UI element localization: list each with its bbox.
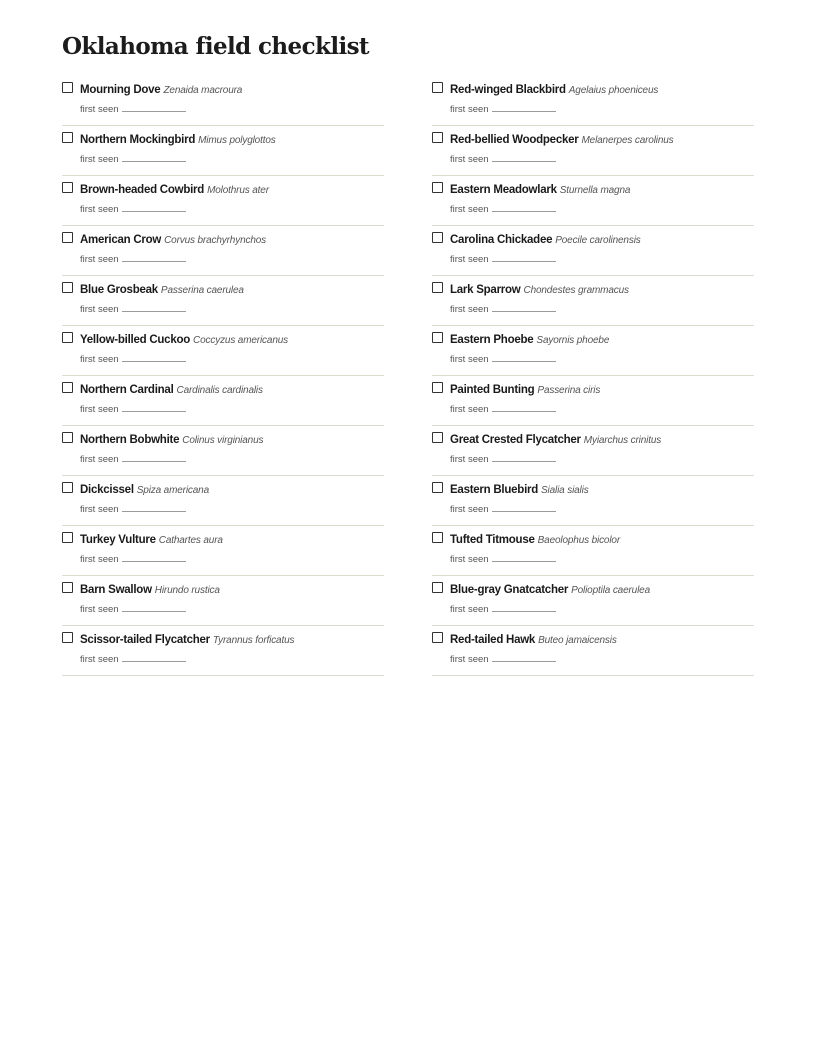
first-seen-blank[interactable]	[122, 303, 186, 312]
scientific-name: Poecile carolinensis	[555, 235, 641, 246]
checklist-item	[62, 226, 384, 276]
common-name: Painted Bunting	[450, 384, 535, 396]
scientific-name: Coccyzus americanus	[193, 335, 288, 346]
first-seen-label: first seen	[80, 254, 119, 265]
checklist-item	[62, 276, 384, 326]
common-name: Eastern Meadowlark	[450, 184, 557, 196]
first-seen-blank[interactable]	[492, 653, 556, 662]
checklist-item	[432, 76, 754, 126]
common-name: Brown-headed Cowbird	[80, 184, 205, 196]
species-name-line	[450, 431, 661, 448]
checklist-column-right	[432, 76, 754, 676]
first-seen-blank[interactable]	[122, 153, 186, 162]
scientific-name: Chondestes grammacus	[523, 285, 629, 296]
first-seen-line	[80, 203, 186, 216]
species-checkbox[interactable]	[432, 282, 443, 293]
species-name-line	[80, 531, 223, 548]
species-name-line	[80, 481, 209, 498]
first-seen-label: first seen	[80, 154, 119, 165]
species-checkbox[interactable]	[432, 632, 443, 643]
species-name-line	[450, 231, 641, 248]
checklist-item	[432, 376, 754, 426]
checklist-item	[432, 426, 754, 476]
checklist-item	[432, 176, 754, 226]
first-seen-blank[interactable]	[122, 603, 186, 612]
checklist-item	[62, 626, 384, 676]
species-name-line	[450, 181, 630, 198]
scientific-name: Spiza americana	[136, 485, 209, 496]
species-checkbox[interactable]	[62, 332, 73, 343]
checklist-item	[432, 626, 754, 676]
species-checkbox[interactable]	[432, 232, 443, 243]
first-seen-line	[80, 453, 186, 466]
first-seen-line	[80, 253, 186, 266]
species-checkbox[interactable]	[432, 332, 443, 343]
species-name-line	[450, 531, 620, 548]
first-seen-line	[80, 403, 186, 416]
species-checkbox[interactable]	[432, 132, 443, 143]
species-name-line	[450, 381, 600, 398]
common-name: Carolina Chickadee	[450, 234, 553, 246]
checklist-item	[432, 326, 754, 376]
scientific-name: Sturnella magna	[559, 185, 631, 196]
species-checkbox[interactable]	[432, 532, 443, 543]
scientific-name: Sayornis phoebe	[536, 335, 610, 346]
species-name-line	[80, 231, 266, 248]
first-seen-label: first seen	[80, 654, 119, 665]
scientific-name: Cardinalis cardinalis	[176, 385, 263, 396]
species-name-line	[450, 481, 589, 498]
first-seen-label: first seen	[450, 204, 489, 215]
first-seen-label: first seen	[450, 554, 489, 565]
first-seen-label: first seen	[450, 604, 489, 615]
first-seen-line	[80, 603, 186, 616]
first-seen-blank[interactable]	[122, 503, 186, 512]
common-name: Turkey Vulture	[80, 534, 156, 546]
first-seen-label: first seen	[80, 404, 119, 415]
species-name-line	[80, 631, 294, 648]
species-name-line	[80, 431, 263, 448]
first-seen-line	[80, 503, 186, 516]
scientific-name: Sialia sialis	[541, 485, 589, 496]
first-seen-blank[interactable]	[122, 553, 186, 562]
first-seen-label: first seen	[450, 354, 489, 365]
species-checkbox[interactable]	[432, 182, 443, 193]
first-seen-line	[80, 103, 186, 116]
species-checkbox[interactable]	[62, 632, 73, 643]
common-name: Northern Mockingbird	[80, 134, 196, 146]
first-seen-label: first seen	[80, 104, 119, 115]
first-seen-blank[interactable]	[492, 553, 556, 562]
common-name: Mourning Dove	[80, 84, 161, 96]
first-seen-blank[interactable]	[492, 203, 556, 212]
first-seen-blank[interactable]	[122, 653, 186, 662]
first-seen-line	[80, 353, 186, 366]
species-checkbox[interactable]	[62, 382, 73, 393]
species-checkbox[interactable]	[62, 132, 73, 143]
first-seen-label: first seen	[450, 504, 489, 515]
common-name: Barn Swallow	[80, 584, 152, 596]
scientific-name: Polioptila caerulea	[571, 585, 650, 596]
species-checkbox[interactable]	[432, 482, 443, 493]
first-seen-blank[interactable]	[492, 253, 556, 262]
first-seen-label: first seen	[80, 204, 119, 215]
species-name-line	[450, 581, 650, 598]
scientific-name: Mimus polyglottos	[198, 135, 276, 146]
first-seen-label: first seen	[80, 554, 119, 565]
checklist-item	[62, 576, 384, 626]
page-title: Oklahoma field checklist	[62, 33, 369, 60]
scientific-name: Melanerpes carolinus	[581, 135, 674, 146]
common-name: Scissor-tailed Flycatcher	[80, 634, 210, 646]
common-name: Red-tailed Hawk	[450, 634, 536, 646]
first-seen-blank[interactable]	[492, 603, 556, 612]
first-seen-line	[450, 353, 556, 366]
first-seen-label: first seen	[450, 254, 489, 265]
common-name: Red-winged Blackbird	[450, 84, 566, 96]
species-name-line	[450, 281, 629, 298]
species-name-line	[450, 131, 674, 148]
checklist-item	[62, 76, 384, 126]
species-checkbox[interactable]	[62, 532, 73, 543]
scientific-name: Passerina ciris	[537, 385, 601, 396]
common-name: Blue-gray Gnatcatcher	[450, 584, 569, 596]
scientific-name: Myiarchus crinitus	[583, 435, 662, 446]
first-seen-label: first seen	[80, 304, 119, 315]
common-name: Dickcissel	[80, 484, 134, 496]
common-name: Blue Grosbeak	[80, 284, 158, 296]
first-seen-blank[interactable]	[492, 103, 556, 112]
species-name-line	[80, 381, 263, 398]
first-seen-label: first seen	[80, 504, 119, 515]
species-name-line	[80, 81, 242, 98]
scientific-name: Buteo jamaicensis	[538, 635, 617, 646]
first-seen-line	[80, 303, 186, 316]
scientific-name: Corvus brachyrhynchos	[164, 235, 267, 246]
checklist-item	[62, 426, 384, 476]
first-seen-label: first seen	[450, 304, 489, 315]
species-name-line	[80, 181, 269, 198]
first-seen-line	[450, 203, 556, 216]
scientific-name: Baeolophus bicolor	[537, 535, 620, 546]
first-seen-blank[interactable]	[492, 453, 556, 462]
common-name: Tufted Titmouse	[450, 534, 535, 546]
first-seen-label: first seen	[80, 354, 119, 365]
first-seen-line	[450, 603, 556, 616]
first-seen-label: first seen	[450, 454, 489, 465]
species-checkbox[interactable]	[432, 382, 443, 393]
common-name: Great Crested Flycatcher	[450, 434, 581, 446]
species-checkbox[interactable]	[432, 582, 443, 593]
common-name: Red-bellied Woodpecker	[450, 134, 579, 146]
first-seen-line	[450, 553, 556, 566]
first-seen-blank[interactable]	[122, 453, 186, 462]
first-seen-blank[interactable]	[492, 303, 556, 312]
species-checkbox[interactable]	[62, 182, 73, 193]
common-name: Northern Bobwhite	[80, 434, 180, 446]
first-seen-label: first seen	[450, 654, 489, 665]
common-name: Northern Cardinal	[80, 384, 174, 396]
checklist-item	[432, 476, 754, 526]
first-seen-blank[interactable]	[492, 353, 556, 362]
first-seen-line	[450, 453, 556, 466]
scientific-name: Molothrus ater	[207, 185, 269, 196]
first-seen-line	[450, 303, 556, 316]
common-name: American Crow	[80, 234, 162, 246]
species-name-line	[80, 281, 244, 298]
scientific-name: Zenaida macroura	[163, 85, 243, 96]
first-seen-blank[interactable]	[122, 103, 186, 112]
common-name: Yellow-billed Cuckoo	[80, 334, 191, 346]
first-seen-line	[450, 503, 556, 516]
common-name: Lark Sparrow	[450, 284, 521, 296]
common-name: Eastern Bluebird	[450, 484, 539, 496]
species-checkbox[interactable]	[62, 432, 73, 443]
first-seen-blank[interactable]	[122, 403, 186, 412]
checklist-item	[432, 226, 754, 276]
first-seen-blank[interactable]	[492, 153, 556, 162]
checklist-item	[432, 526, 754, 576]
scientific-name: Hirundo rustica	[154, 585, 220, 596]
checklist-item	[432, 126, 754, 176]
checklist-item	[62, 376, 384, 426]
species-name-line	[450, 81, 658, 98]
species-checkbox[interactable]	[62, 482, 73, 493]
common-name: Eastern Phoebe	[450, 334, 534, 346]
first-seen-blank[interactable]	[492, 403, 556, 412]
first-seen-label: first seen	[450, 404, 489, 415]
first-seen-line	[450, 153, 556, 166]
checklist-item	[62, 476, 384, 526]
first-seen-label: first seen	[80, 604, 119, 615]
species-name-line	[80, 331, 288, 348]
species-checkbox[interactable]	[62, 282, 73, 293]
checklist-item	[62, 526, 384, 576]
scientific-name: Agelaius phoeniceus	[568, 85, 659, 96]
species-checkbox[interactable]	[62, 232, 73, 243]
species-name-line	[450, 331, 609, 348]
first-seen-label: first seen	[450, 104, 489, 115]
first-seen-line	[80, 553, 186, 566]
first-seen-line	[450, 103, 556, 116]
first-seen-line	[80, 153, 186, 166]
checklist-item	[62, 126, 384, 176]
checklist-item	[62, 176, 384, 226]
first-seen-line	[450, 653, 556, 666]
scientific-name: Tyrannus forficatus	[212, 635, 295, 646]
species-name-line	[80, 581, 220, 598]
checklist-item	[432, 276, 754, 326]
checklist-column-left	[62, 76, 384, 676]
first-seen-label: first seen	[80, 454, 119, 465]
scientific-name: Cathartes aura	[158, 535, 223, 546]
first-seen-blank[interactable]	[122, 203, 186, 212]
species-checkbox[interactable]	[62, 82, 73, 93]
species-checkbox[interactable]	[62, 582, 73, 593]
checklist-item	[62, 326, 384, 376]
first-seen-line	[80, 653, 186, 666]
first-seen-line	[450, 403, 556, 416]
first-seen-blank[interactable]	[122, 253, 186, 262]
checklist-item	[432, 576, 754, 626]
first-seen-label: first seen	[450, 154, 489, 165]
species-name-line	[80, 131, 276, 148]
first-seen-blank[interactable]	[122, 353, 186, 362]
scientific-name: Passerina caerulea	[160, 285, 244, 296]
species-name-line	[450, 631, 617, 648]
species-checkbox[interactable]	[432, 432, 443, 443]
scientific-name: Colinus virginianus	[182, 435, 264, 446]
first-seen-line	[450, 253, 556, 266]
species-checkbox[interactable]	[432, 82, 443, 93]
first-seen-blank[interactable]	[492, 503, 556, 512]
